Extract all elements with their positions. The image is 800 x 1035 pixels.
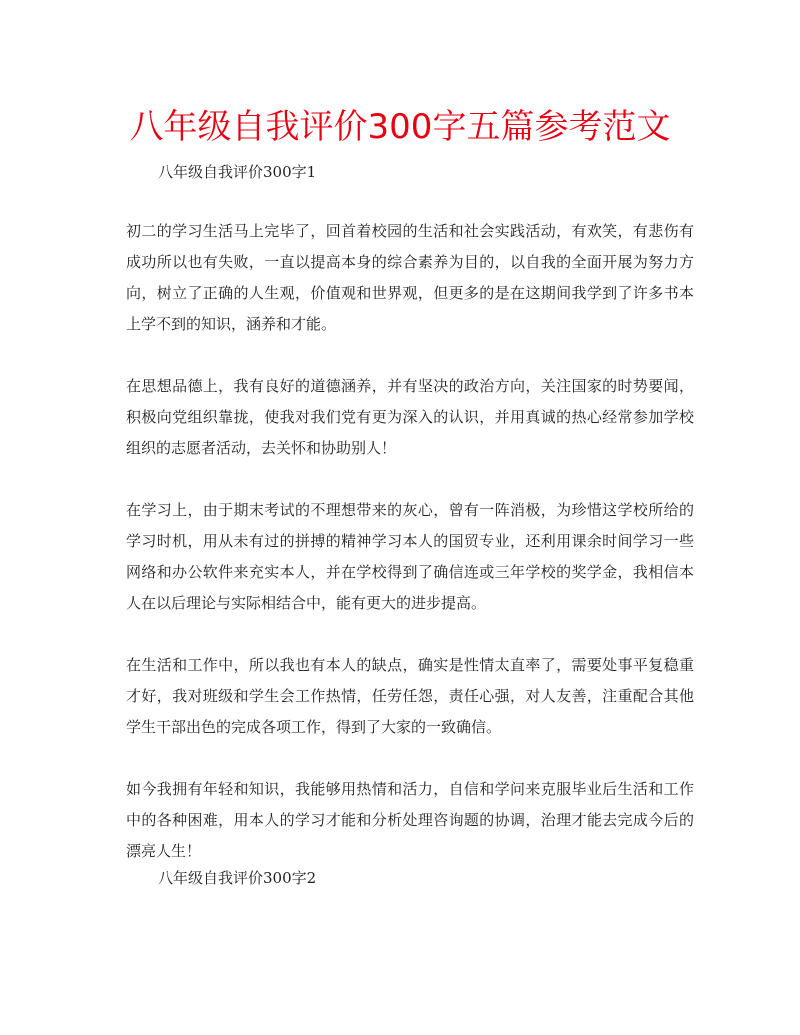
paragraph-5: 如今我拥有年轻和知识，我能够用热情和活力，自信和学问来克服毕业后生活和工作中的各种困难，用本人的学习才能和分析处理咨询题的协调，治理才能去完成今后的漂亮人生！ — [126, 780, 694, 860]
paragraph-2: 在思想品德上，我有良好的道德涵养，并有坚决的政治方向，关注国家的时势要闻，积极向党组织靠拢，使我对我们党有更为深入的认识，并用真诚的热心经常参加学校组织的志愿者活动，去关怀和协助别人！ — [126, 377, 694, 457]
paragraph-3: 在学习上，由于期末考试的不理想带来的灰心，曾有一阵消极，为珍惜这学校所给的学习时机，用从未有过的拼搏的精神学习本人的国贸专业，还利用课余时间学习一些网络和办公软件来充实本人，并在学校得到了确信连或三年学校的奖学金，我相信本人在以后理论与实际相结合中，能有更大的进步提高。 — [126, 501, 694, 612]
section-heading-1: 八年级自我评价300字1 — [158, 163, 317, 181]
paragraph-1: 初二的学习生活马上完毕了，回首着校园的生活和社会实践活动，有欢笑，有悲伤有成功所以也有失败，一直以提高本身的综合素养为目的，以自我的全面开展为努力方向，树立了正确的人生观，价值观和世界观，但更多的是在这期间我学到了许多书本上学不到的知识，涵养和才能。 — [126, 222, 694, 333]
section-heading-2: 八年级自我评价300字2 — [158, 869, 317, 887]
document-title: 八年级自我评价300字五篇参考范文 — [129, 107, 671, 147]
paragraph-4: 在生活和工作中，所以我也有本人的缺点，确实是性情太直率了，需要处事平复稳重才好，我对班级和学生会工作热情，任劳任怨，责任心强，对人友善，注重配合其他学生干部出色的完成各项工作，得到了大家的一致确信。 — [126, 656, 694, 736]
